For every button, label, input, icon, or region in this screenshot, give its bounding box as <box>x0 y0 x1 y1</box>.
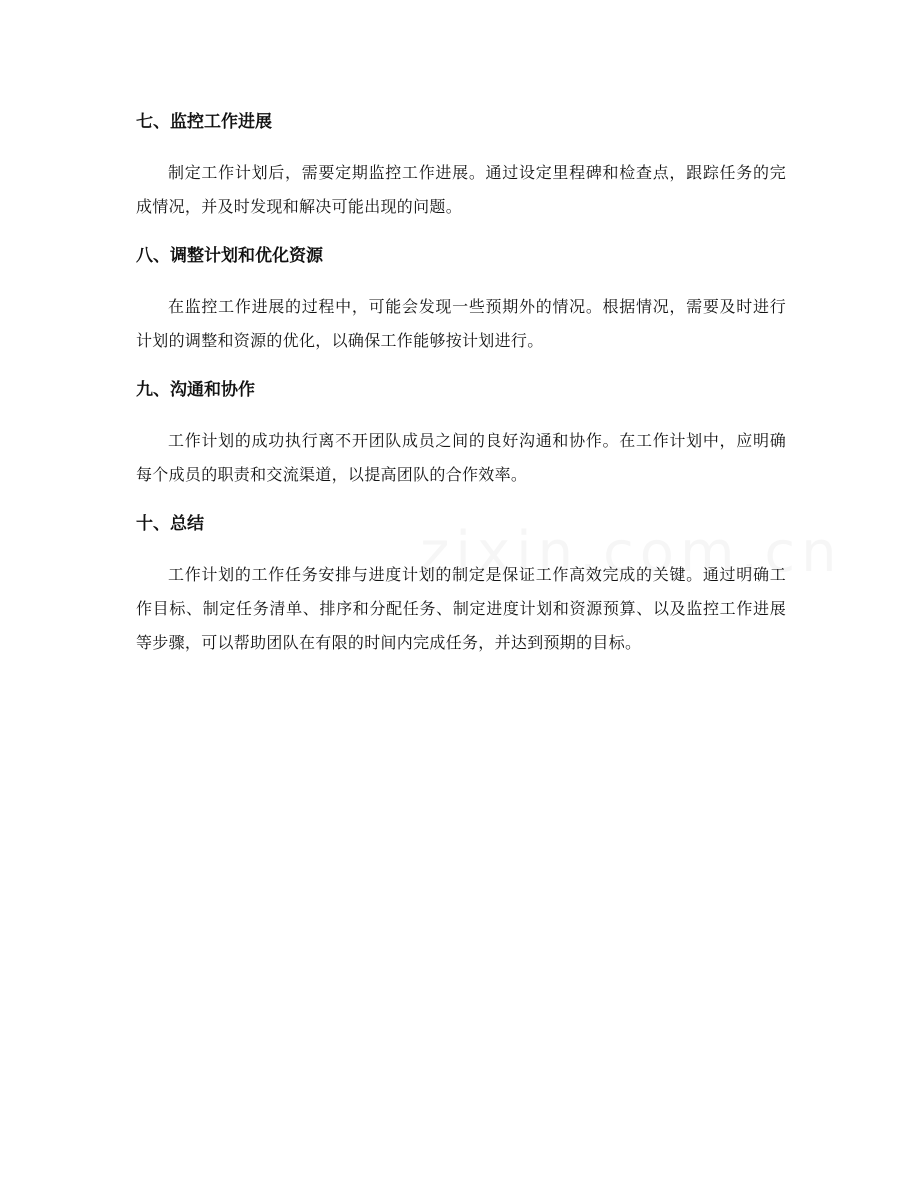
section-body-communication: 工作计划的成功执行离不开团队成员之间的良好沟通和协作。在工作计划中，应明确每个成员的职责和交流渠道，以提高团队的合作效率。 <box>136 431 786 484</box>
section-body-adjust: 在监控工作进展的过程中，可能会发现一些预期外的情况。根据情况，需要及时进行计划的调整和资源的优化，以确保工作能够按计划进行。 <box>136 297 786 350</box>
section-heading-adjust: 八、调整计划和优化资源 <box>136 246 323 266</box>
section-body-summary: 工作计划的工作任务安排与进度计划的制定是保证工作高效完成的关键。通过明确工作目标、制定任务清单、排序和分配任务、制定进度计划和资源预算、以及监控工作进展等步骤，可以帮助团队在有限的时间内完成任务，并达到预期的目标。 <box>136 565 786 652</box>
document-content <box>136 104 786 674</box>
section-heading-monitor: 七、监控工作进展 <box>136 112 272 132</box>
section-heading-communication: 九、沟通和协作 <box>136 380 255 400</box>
section-heading-summary: 十、总结 <box>136 514 204 534</box>
section-body-monitor: 制定工作计划后，需要定期监控工作进展。通过设定里程碑和检查点，跟踪任务的完成情况，并及时发现和解决可能出现的问题。 <box>136 163 786 216</box>
